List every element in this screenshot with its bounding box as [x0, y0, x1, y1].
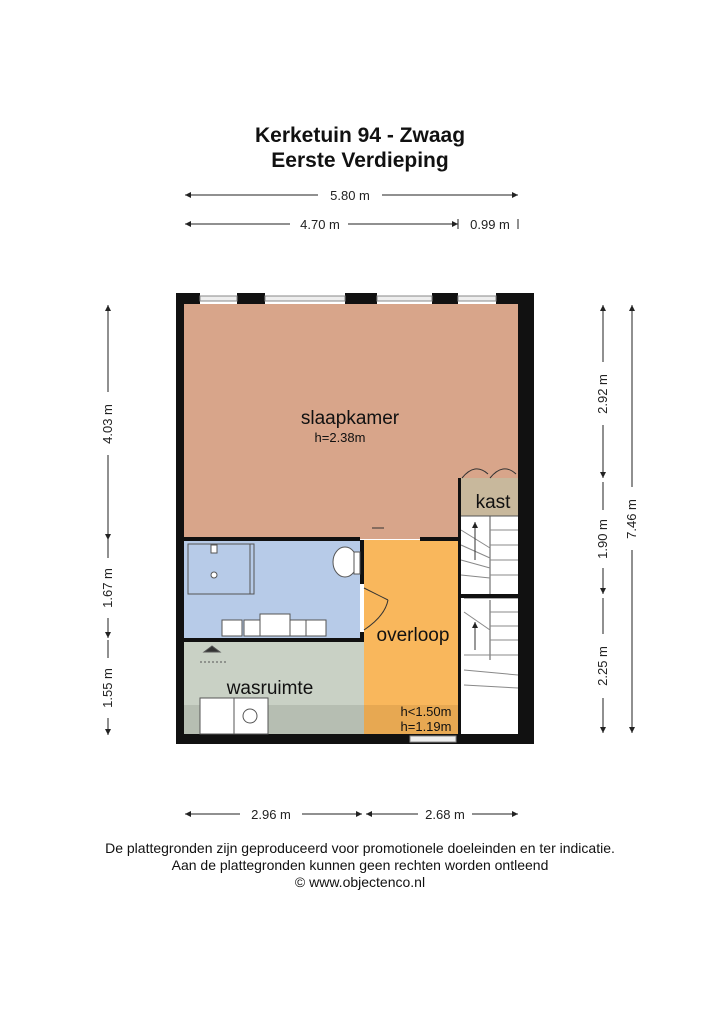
room-height-overloop-1: h<1.50m [400, 704, 452, 719]
staircase [461, 516, 518, 734]
plan-subtitle: Eerste Verdieping [271, 149, 449, 172]
dimension-label: 5.80 m [330, 188, 370, 203]
dimension-label: 2.92 m [595, 374, 610, 414]
dimension-right-middle [595, 482, 610, 594]
room-label-overloop: overloop [376, 625, 450, 646]
room-height-slaapkamer: h=2.38m [314, 430, 366, 445]
plan-title: Kerketuin 94 - Zwaag [254, 124, 466, 147]
dimension-label: 2.68 m [425, 807, 465, 822]
dimension-top-left [185, 217, 458, 232]
dimension-left-upper [100, 305, 115, 540]
disclaimer-line-1: De plattegronden zijn geproduceerd voor promotionele doeleinden en ter indicatie. [105, 840, 615, 856]
dimension-top-right [458, 217, 518, 232]
dimension-label: 2.96 m [251, 807, 291, 822]
copyright-line: © www.objectenco.nl [294, 874, 426, 890]
dimension-label: 4.70 m [300, 217, 340, 232]
dimension-label: 7.46 m [624, 499, 639, 539]
dimension-left-middle [100, 540, 115, 638]
dimension-label: 2.25 m [595, 646, 610, 686]
dimension-label: 1.90 m [595, 519, 610, 559]
room-label-kast: kast [475, 492, 511, 513]
dimension-right-lower [595, 598, 610, 733]
room-label-slaapkamer: slaapkamer [300, 408, 400, 429]
dimension-top-total [185, 188, 518, 203]
disclaimer-line-2: Aan de plattegronden kunnen geen rechten worden ontleend [171, 857, 549, 873]
room-label-wasruimte: wasruimte [226, 678, 314, 699]
dimension-label: 1.67 m [100, 568, 115, 608]
dimension-label: 0.99 m [470, 217, 510, 232]
dimension-right-total [624, 305, 639, 733]
dimension-bottom-left [185, 807, 362, 822]
dimension-right-upper [595, 305, 610, 478]
dimension-label: 1.55 m [100, 668, 115, 708]
dimension-label: 4.03 m [100, 404, 115, 444]
dimension-left-lower [100, 640, 115, 735]
room-height-overloop-2: h=1.19m [400, 719, 452, 734]
dimension-bottom-right [366, 807, 518, 822]
